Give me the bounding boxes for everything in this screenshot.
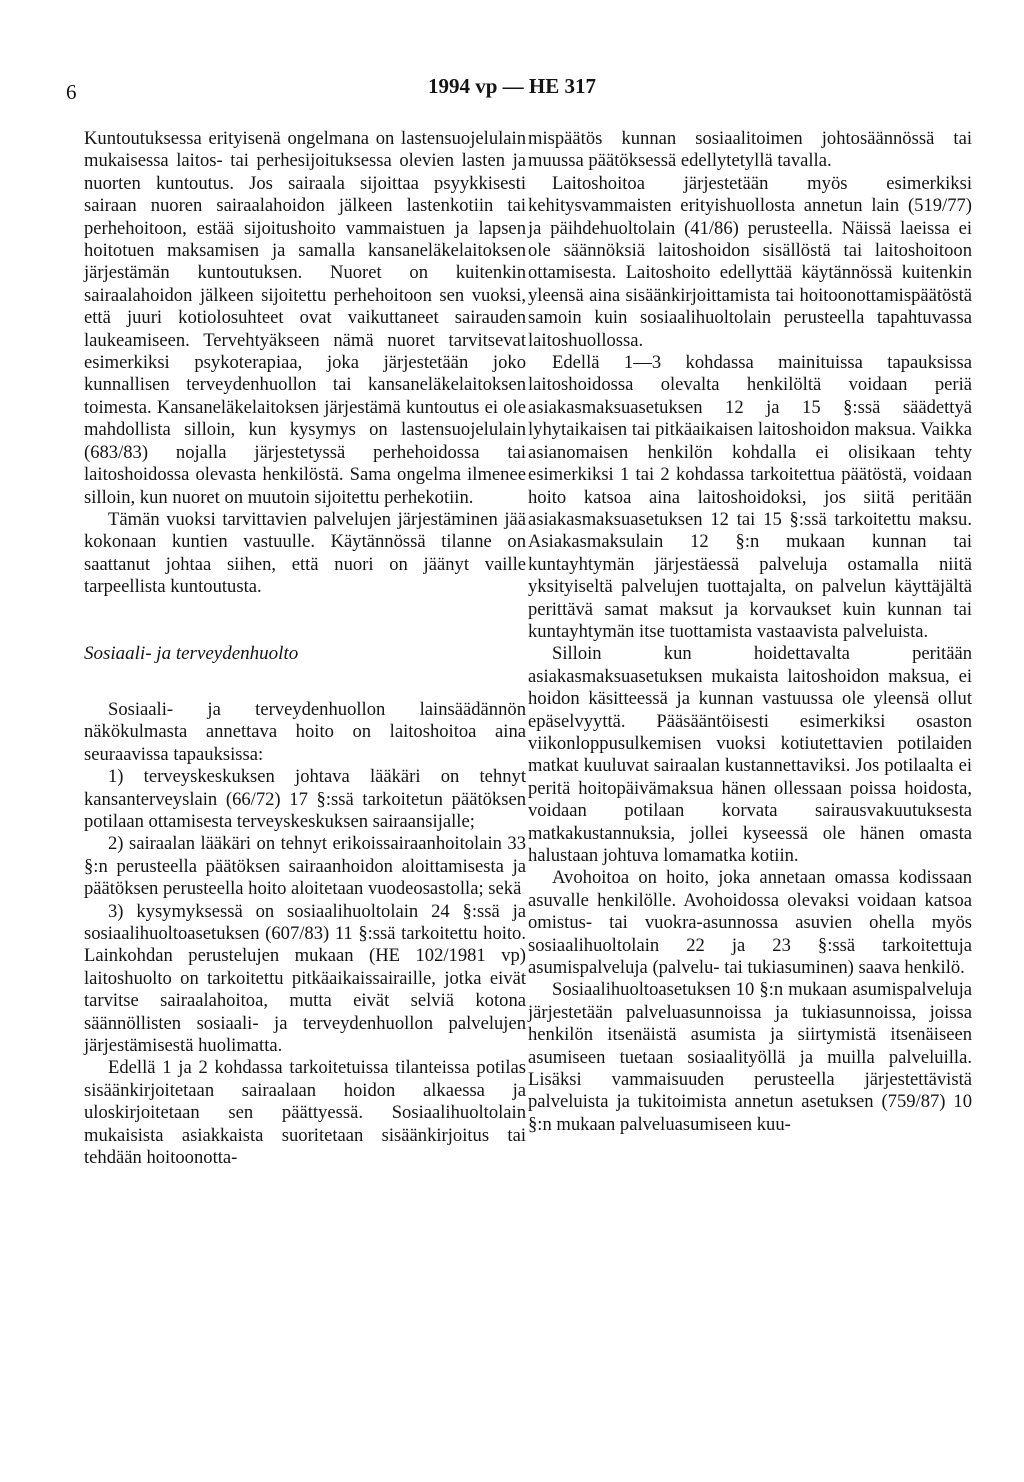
paragraph: Edellä 1—3 kohdassa mainituissa tapauksissa laitoshoidossa olevalta henkilöltä voidaan periä asiakasmaksuasetuksen 12 ja 15 §:ssä säädettyä lyhytaikaisen tai pitkäaikaisen laitoshoidon maksua. Vaikka asianomaisen henkilön kohdalla ei olisikaan tehty esimerkiksi 1 tai 2 kohdassa tarkoitettua päätöstä, voidaan hoito katsoa aina laitoshoidoksi, jos siitä peritään asiakasmaksuasetuksen 12 tai 15 §:ssä tarkoitettu maksu. Asiakasmaksulain 12 §:n mukaan kunnan tai kuntayhtymän järjestäessä palveluja ostamalla niitä yksityiseltä palvelujen tuottajalta, on palvelun käyttäjältä perittävä samat maksut ja korvaukset kuin kunnan tai kuntayhtymän itse tuottamista vastaavista palveluista.	[528, 352, 972, 642]
section-heading: Sosiaali- ja terveydenhuolto	[84, 642, 299, 664]
paragraph: Sosiaalihuoltoasetuksen 10 §:n mukaan asumispalveluja järjestetään palveluasunnoissa ja tukiasunnoissa, joissa henkilön itsenäistä asumista ja siirtymistä itsenäiseen asumiseen tuetaan sosiaalityöllä ja muilla palveluilla. Lisäksi vammaisuuden perusteella järjestettävistä palveluista ja tukitoimista annetun asetuksen (759/87) 10 §:n mukaan palveluasumiseen kuu-	[528, 979, 972, 1135]
list-item: 1) terveyskeskuksen johtava lääkäri on tehnyt kansanterveyslain (66/72) 17 §:ssä tarkoitetun päätöksen potilaan ottamisesta terveyskeskuksen sairaansijalle;	[84, 766, 526, 832]
list-item: 3) kysymyksessä on sosiaalihuoltolain 24 §:ssä ja sosiaalihuoltoasetuksen (607/83) 11 §:ssä tarkoitettu hoito. Lainkohdan perustelujen mukaan (HE 102/1981 vp) laitoshuolto on tarkoitettu pitkäaikaissairaille, jotka eivät tarvitse sairaalahoitoa, mutta eivät selviä kotona säännöllisten sosiaali- ja terveydenhuollon palvelujen järjestämisestä huolimatta.	[84, 900, 526, 1057]
paragraph: Silloin kun hoidettavalta peritään asiakasmaksuasetuksen mukaista laitoshoidon maksua, ei hoidon käsitteessä ja kunnan vastuussa ole yleensä ollut epäselvyyttä. Pääsääntöisesti esimerkiksi osaston viikonloppusulkemisen vuoksi kotiutettavien potilaiden matkat kuuluvat sairaalan kustannettaviksi. Jos potilaalta ei peritä hoitopäivämaksua hänen ollessaan poissa hoidosta, voidaan potilaan korvata sairausvakuutuksesta matkakustannuksia, jollei kyseessä ole hänen omasta halustaan johtuva lomamatka kotiin.	[528, 643, 972, 866]
paragraph: Avohoitoa on hoito, joka annetaan omassa kodissaan asuvalle henkilölle. Avohoidossa olevaksi voidaan katsoa omistus- tai vuokra-asunnossa asuvien ohella myös sosiaalihuoltolain 22 ja 23 §:ssä tarkoitettuja asumispalveluja (palvelu- tai tukiasuminen) saava henkilö.	[528, 867, 972, 979]
paragraph: Edellä 1 ja 2 kohdassa tarkoitetuissa tilanteissa potilas sisäänkirjoitetaan sairaalaan hoidon alkaessa ja uloskirjoitetaan sen päättyessä. Sosiaalihuoltolain mukaisista asiakkaista suoritetaan sisäänkirjoitus tai tehdään hoitoonotta-	[84, 1057, 526, 1169]
list-item: 2) sairaalan lääkäri on tehnyt erikoissairaanhoitolain 33 §:n perusteella päätöksen sairaanhoidon aloittamisesta ja päätöksen perusteella hoito aloitetaan vuodeosastolla; sekä	[84, 833, 526, 900]
running-head: 1994 vp — HE 317	[427, 74, 597, 98]
right-column	[528, 128, 972, 1136]
left-column	[84, 128, 526, 1169]
paragraph: Tämän vuoksi tarvittavien palvelujen järjestäminen jää kokonaan kuntien vastuulle. Käytännössä tilanne on saattanut johtaa siihen, että nuori on jäänyt vaille tarpeellista kuntoutusta.	[84, 508, 526, 598]
paragraph: Laitoshoitoa järjestetään myös esimerkiksi kehitysvammaisten erityishuollosta annetun lain (519/77) ja päihdehuoltolain (41/86) perusteella. Näissä laeissa ei ole säännöksiä laitoshoidon sisällöstä tai laitoshoitoon ottamisesta. Laitoshoito edellyttää käytännössä kuitenkin yleensä aina sisäänkirjoittamista tai hoitoonottamispäätöstä samoin kuin sosiaalihuoltolain perusteella tapahtuvassa laitoshuollossa.	[528, 172, 972, 351]
paragraph: Kuntoutuksessa erityisenä ongelmana on lastensuojelulain mukaisessa laitos- tai perhesijoituksessa olevien lasten ja nuorten kuntoutus. Jos sairaala sijoittaa psyykkisesti sairaan nuoren sairaalahoidon jälkeen lastenkotiin tai perhehoitoon, estää sijoitushoito vammaistuen ja lapsen hoitotuen maksamisen ja samalla kansaneläkelaitoksen järjestämän kuntoutuksen. Nuoret on kuitenkin sairaalahoidon jälkeen sijoitettu perhehoitoon sen vuoksi, että juuri kotiolosuhteet ovat vaikuttaneet sairauden laukeamiseen. Tervehtyäkseen nämä nuoret tarvitsevat esimerkiksi psykoterapiaa, joka järjestetään joko kunnallisen terveydenhuollon tai kansaneläkelaitoksen toimesta. Kansaneläkelaitoksen järjestämä kuntoutus ei ole mahdollista silloin, kun kysymys on lastensuojelulain (683/83) nojalla järjestetyssä perhehoidossa tai laitoshoidossa olevasta henkilöstä. Sama ongelma ilmenee silloin, kun nuoret on muutoin sijoitettu perhekotiin.	[84, 128, 526, 508]
paragraph: Sosiaali- ja terveydenhuollon lainsäädännön näkökulmasta annettava hoito on laitoshoitoa aina seuraavissa tapauksissa:	[84, 698, 526, 765]
paragraph: mispäätös kunnan sosiaalitoimen johtosäännössä tai muussa päätöksessä edellytetyllä tavalla.	[528, 128, 972, 172]
page-number: 6	[66, 80, 77, 104]
